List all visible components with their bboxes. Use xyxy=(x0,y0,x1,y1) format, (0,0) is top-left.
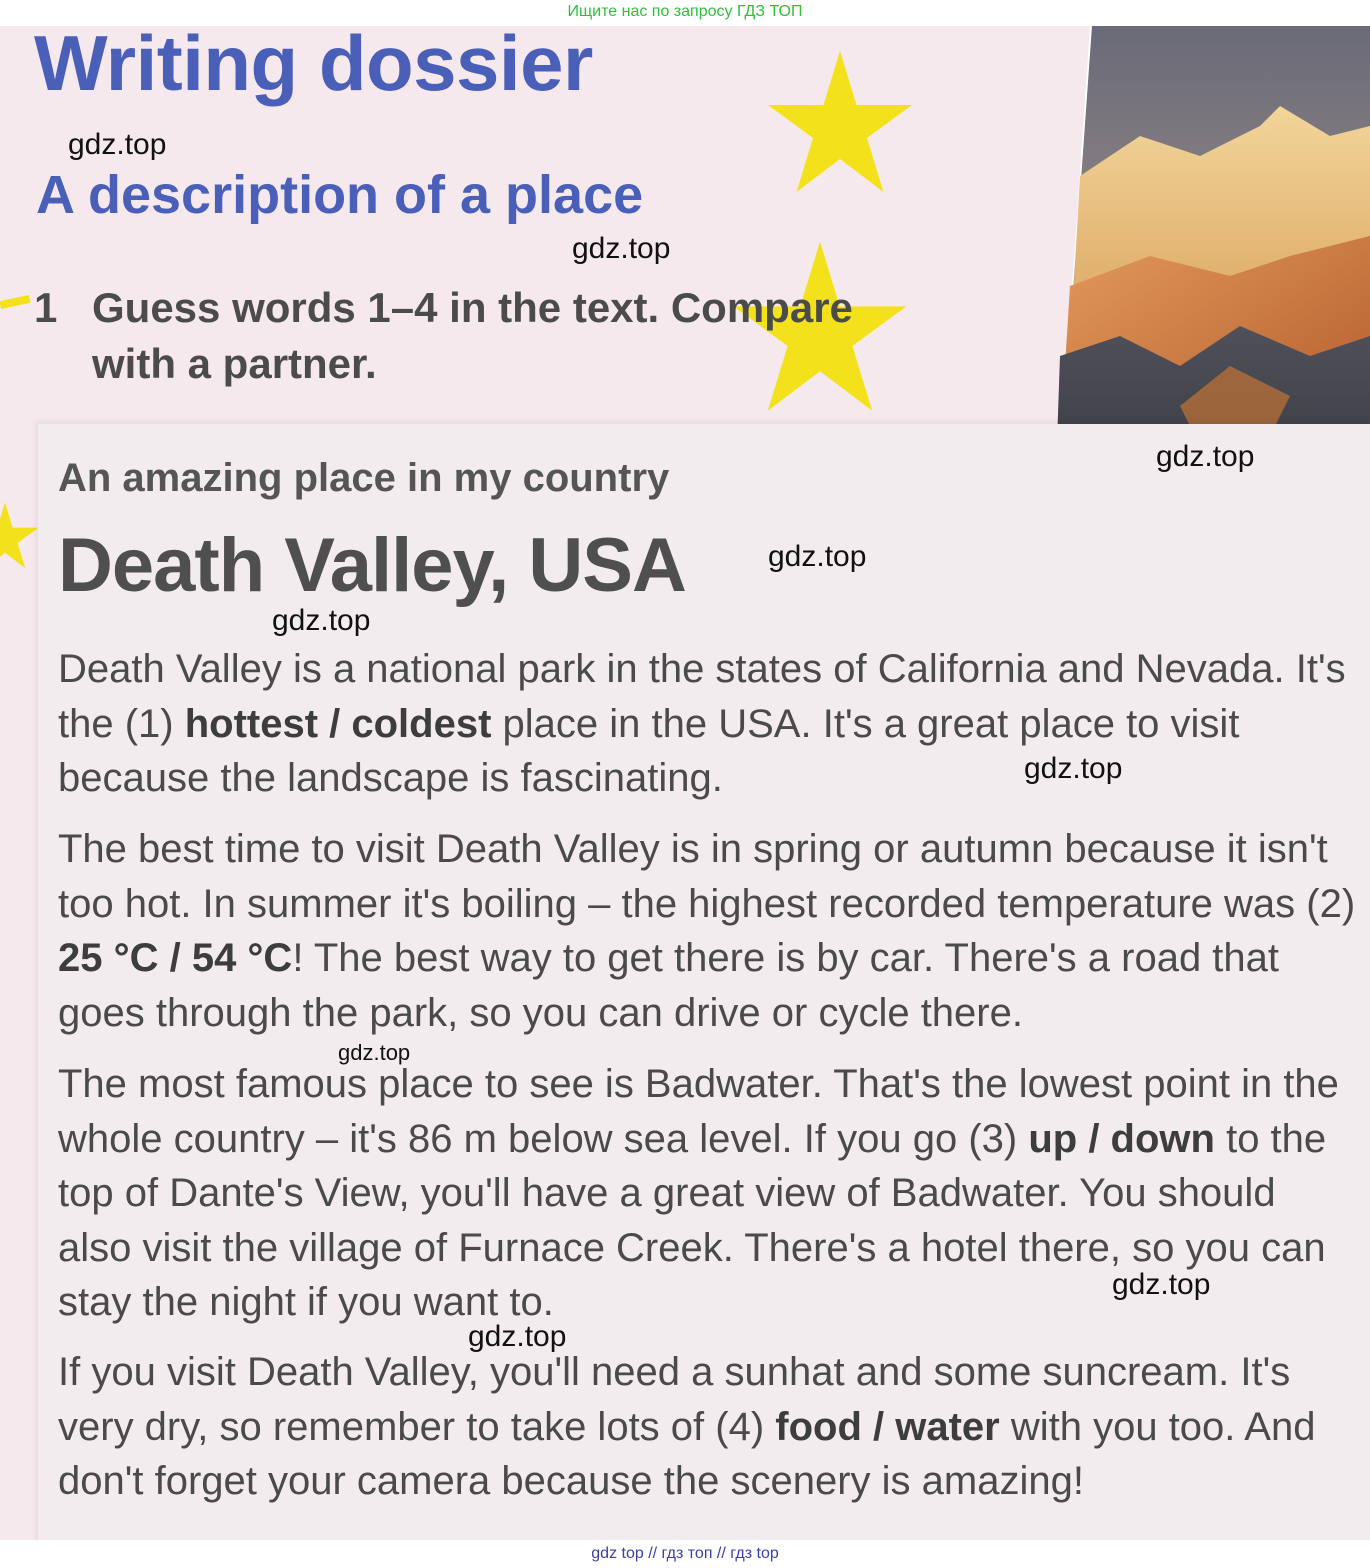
paragraph-text: place in the USA. It's a great place to visit because the landscape is fascinating. xyxy=(58,701,1240,800)
paragraph-text: If you visit Death Valley, you'll need a sunhat and some suncream. It's very dry, so remember to take lots of (4) xyxy=(58,1350,1291,1449)
choice-4: food / water xyxy=(775,1404,1000,1449)
article-kicker: An amazing place in my country xyxy=(58,456,670,500)
exercise-number: 1 xyxy=(34,284,58,331)
star-icon xyxy=(0,466,40,606)
watermark: gdz.top xyxy=(338,1040,411,1065)
article-headline: Death Valley, USA xyxy=(58,523,686,608)
watermark: gdz.top xyxy=(572,232,671,265)
article-paragraph-4 xyxy=(58,1345,1358,1509)
article-paragraph-1 xyxy=(58,642,1358,806)
marker-tick xyxy=(0,295,31,309)
bottom-banner xyxy=(0,1540,1370,1568)
watermark: gdz.top xyxy=(768,540,867,573)
exercise-line-1: Guess words 1–4 in the text. Compare xyxy=(92,284,853,331)
paragraph-text: ! The best way to get there is by car. There's a road that goes through the park, so you can drive or cycle there. xyxy=(58,936,1280,1035)
choice-2: 25 °C / 54 °C xyxy=(58,936,293,980)
paragraph-text: to the top of Dante's View, you'll have a great view of Badwater. You should also visit the village of Furnace Creek. There's a hotel there, so you can stay the night if you want to. xyxy=(58,1116,1327,1324)
exercise-line-2: with a partner. xyxy=(92,340,377,387)
paragraph-text: with you too. And don't forget your camera because the scenery is amazing! xyxy=(58,1404,1316,1503)
top-banner xyxy=(0,0,1370,26)
choice-1: hottest / coldest xyxy=(184,701,492,746)
page-title: Writing dossier xyxy=(34,26,593,107)
watermark: gdz.top xyxy=(1156,440,1255,473)
textbook-page xyxy=(0,26,1370,1540)
exercise-instruction xyxy=(34,280,853,392)
watermark: gdz.top xyxy=(68,128,167,161)
bottom-banner-text: gdz top // гдз топ // гдз top xyxy=(591,1545,779,1562)
top-banner-text: Ищите нас по запросу ГДЗ ТОП xyxy=(567,3,803,20)
paragraph-text: Death Valley is a national park in the states of California and Nevada. It's the (1) xyxy=(58,647,1346,746)
article-paragraph-2 xyxy=(58,822,1358,1040)
watermark: gdz.top xyxy=(272,604,371,637)
paragraph-text: The most famous place to see is Badwater. That's the lowest point in the whole country – it's 86 m below sea level. If you go (3) xyxy=(58,1062,1339,1161)
section-subtitle: A description of a place xyxy=(36,165,644,225)
watermark: gdz.top xyxy=(1024,752,1123,785)
watermark: gdz.top xyxy=(1112,1268,1211,1301)
star-icon xyxy=(760,48,920,198)
watermark: gdz.top xyxy=(468,1320,567,1353)
paragraph-text: The best time to visit Death Valley is in spring or autumn because it isn't too hot. In summer it's boiling – the highest recorded temperature was (2) xyxy=(58,827,1356,926)
choice-3: up / down xyxy=(1028,1116,1215,1161)
